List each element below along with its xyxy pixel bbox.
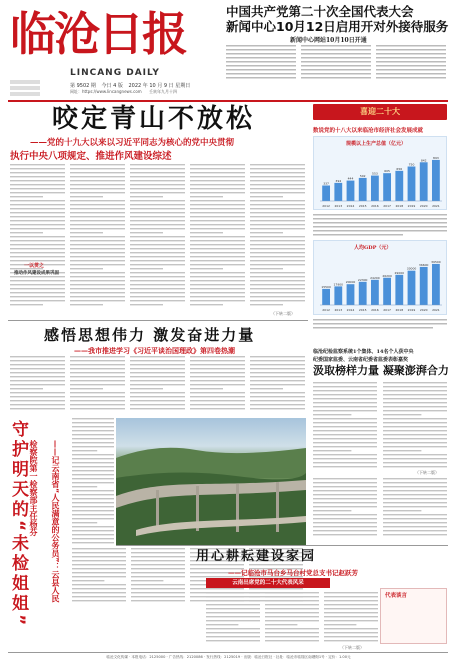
top-news-body-lines [226,44,446,94]
footer-rule [8,652,448,653]
feature-body-lines [10,356,305,416]
chart-tick-label: 2014 [346,308,355,312]
chart-tick-label: 2019 [407,204,416,208]
feature-title: 感悟思想伟力 激发奋进力量 [44,326,256,344]
chart-bar [371,176,379,201]
lunar-date: 壬寅年九月十四 [149,89,177,94]
lead-subtitle-2: 执行中央八项规定、推进作风建设综述 [10,151,172,162]
chart-bar [408,271,416,305]
chart-tick-label: 2020 [419,204,428,208]
lead-subtitle-1: ——党的十九大以来以习近平同志为核心的党中央贯彻 [30,138,235,148]
side-news-more: （下转二版） [415,470,439,475]
chart-2 [316,253,446,313]
chart-data-label: 39500 [431,259,441,264]
bottom-title: 用心耕耘建设家园 [196,549,317,564]
chart-bar [334,183,342,201]
chart-tick-label: 2019 [407,308,416,312]
lead-side-sub: 推动作风建设成果巩固 [14,271,59,276]
chart-data-label: 444 [347,176,354,181]
chart-bar [383,278,391,305]
chart-bar [334,286,342,305]
chart-data-label: 17900 [333,282,344,287]
chart-tick-label: 2020 [419,308,428,312]
chart-data-label: 394 [335,178,342,183]
guardian-vertical-sub: 检察院第一检察部主任杨芬 [29,440,38,536]
chart-headline: 数说党的十八大以来临沧市经济社会发展成就 [313,128,424,134]
chart-tick-label: 2013 [334,308,343,312]
chart-bar [359,178,367,201]
chart-tick-label: 2018 [395,308,404,312]
representative-banner [206,578,330,588]
top-news-title-1: 中国共产党第二十次全国代表大会 [226,4,414,19]
chart-bar [371,280,379,305]
chart-bar [408,167,416,201]
chart-bar [322,186,330,201]
chart-1-title: 规模以上生产总值（亿元） [346,141,407,147]
top-news-body [226,44,446,94]
chart-tick-label: 2012 [322,308,330,312]
website: 网址：https://www.lincangnews.com [70,89,142,94]
chart-tick-label: 2015 [358,308,367,312]
page-count: 今日 4 版 [101,83,123,89]
guardian-vertical-title: 守护明天的“未检姐姐” [8,420,28,629]
footer-text: 临沧文化传媒 · 本报电话：2125000 · 广告热线：2120086 · 发行热线：2125019 · 出版：临沧日报社 · 社址：临沧市临翔区南塘街1号 · 定价：1.00元 [106,655,351,659]
chart-data-label: 337 [323,181,329,186]
chart-data-label: 553 [372,171,378,176]
chart-tick-label: 2013 [334,204,343,208]
chart-bar [347,284,355,305]
chart-panel-2 [313,240,447,315]
bottom-more: （下转二版） [340,645,364,650]
chart-data-label: 842 [420,158,427,163]
middle-right-lines [313,478,447,540]
chart-tick-label: 2014 [346,204,355,208]
guardian-vertical-sub-2: ——记云南省“人民满意的公务员”：云县人民 [51,440,60,603]
chart-data-label: 33000 [406,266,417,271]
chart-bar [322,289,330,305]
chart-tick-label: 2018 [395,204,404,208]
chart-2-caption-lines [313,319,447,339]
representative-banner-text: 云南出席党的二十大代表风采 [232,580,304,586]
chart-tick-label: 2015 [358,204,367,208]
logo-en: LINCANG DAILY [70,68,160,78]
issue-date: 2022 年 10 月 9 日 星期日 [128,83,191,89]
chart-bar [383,173,391,201]
chart-data-label: 29000 [394,270,405,275]
issue-info [10,80,40,100]
bottom-subtitle: ——记临沧市马台乡马台村党总支书记赵跃芳 [228,569,358,577]
chart-data-label: 24200 [370,275,380,280]
chart-tick-label: 2021 [432,204,440,208]
chart-bar [395,275,403,305]
chart-data-label: 20000 [345,280,356,285]
commentary-title: 代表谈言 [385,593,408,599]
chart-tick-label: 2021 [432,308,440,312]
chart-bar [359,282,367,305]
guardian-body-lines-a [72,418,114,548]
chart-bar [420,267,428,305]
masthead-meta [70,82,235,89]
top-news-subtitle: 新闻中心网站10月10日开通 [290,37,367,44]
chart-data-label: 36600 [418,262,429,267]
chart-panel-1 [313,136,447,210]
lead-side-title: 一以贯之 [24,263,45,269]
chart-data-label: 750 [408,162,415,167]
masthead-rule [8,100,448,102]
chart-bar [420,162,428,201]
issue-number: 第 9502 期 [70,83,96,89]
lead-body-lines [10,164,305,314]
congress-banner [313,104,447,120]
highway-photo-art [116,418,306,546]
chart-2-title: 人均GDP（元） [354,245,392,251]
highway-photo [116,418,306,546]
feature-subtitle: ——我市推进学习《习近平谈治国理政》第四卷热潮 [74,346,235,355]
chart-tick-label: 2017 [383,308,391,312]
chart-data-label: 605 [384,169,390,174]
side-news-title-1: 临沧纪检监察系统1个集体、14名个人获中央 [313,349,414,355]
section-rule-1 [8,320,308,321]
chart-tick-label: 2016 [371,308,379,312]
masthead-logo [10,4,215,74]
side-news-big: 汲取榜样力量 凝聚澎湃合力 [313,364,449,377]
chart-bar [432,160,440,201]
congress-banner-text: 喜迎二十大 [360,107,400,116]
chart-bar [347,181,355,201]
side-news-body-lines [313,382,447,472]
top-news-title-2: 新闻中心10月12日启用开对外接待服务 [226,19,449,34]
chart-1 [316,149,446,209]
chart-data-label: 893 [433,155,439,160]
chart-data-label: 502 [359,173,366,178]
chart-bar [395,171,403,201]
lead-more: （下转二版） [271,311,295,316]
lead-title: 咬定青山不放松 [52,104,256,134]
section-rule-2 [116,545,448,546]
chart-data-label: 15500 [321,284,331,289]
masthead-meta-2 [70,89,235,95]
chart-data-label: 22300 [357,277,368,282]
chart-bar [432,264,440,305]
chart-data-label: 656 [396,166,403,171]
chart-tick-label: 2016 [371,204,379,208]
chart-tick-label: 2012 [322,204,330,208]
chart-tick-label: 2017 [383,204,391,208]
side-news-title-2: 纪委国家监委、云南省纪委省监委表彰嘉奖 [313,357,409,363]
chart-data-label: 26200 [382,273,392,278]
logo-text: 临沧日报 [10,7,186,61]
commentary-box [380,588,447,644]
